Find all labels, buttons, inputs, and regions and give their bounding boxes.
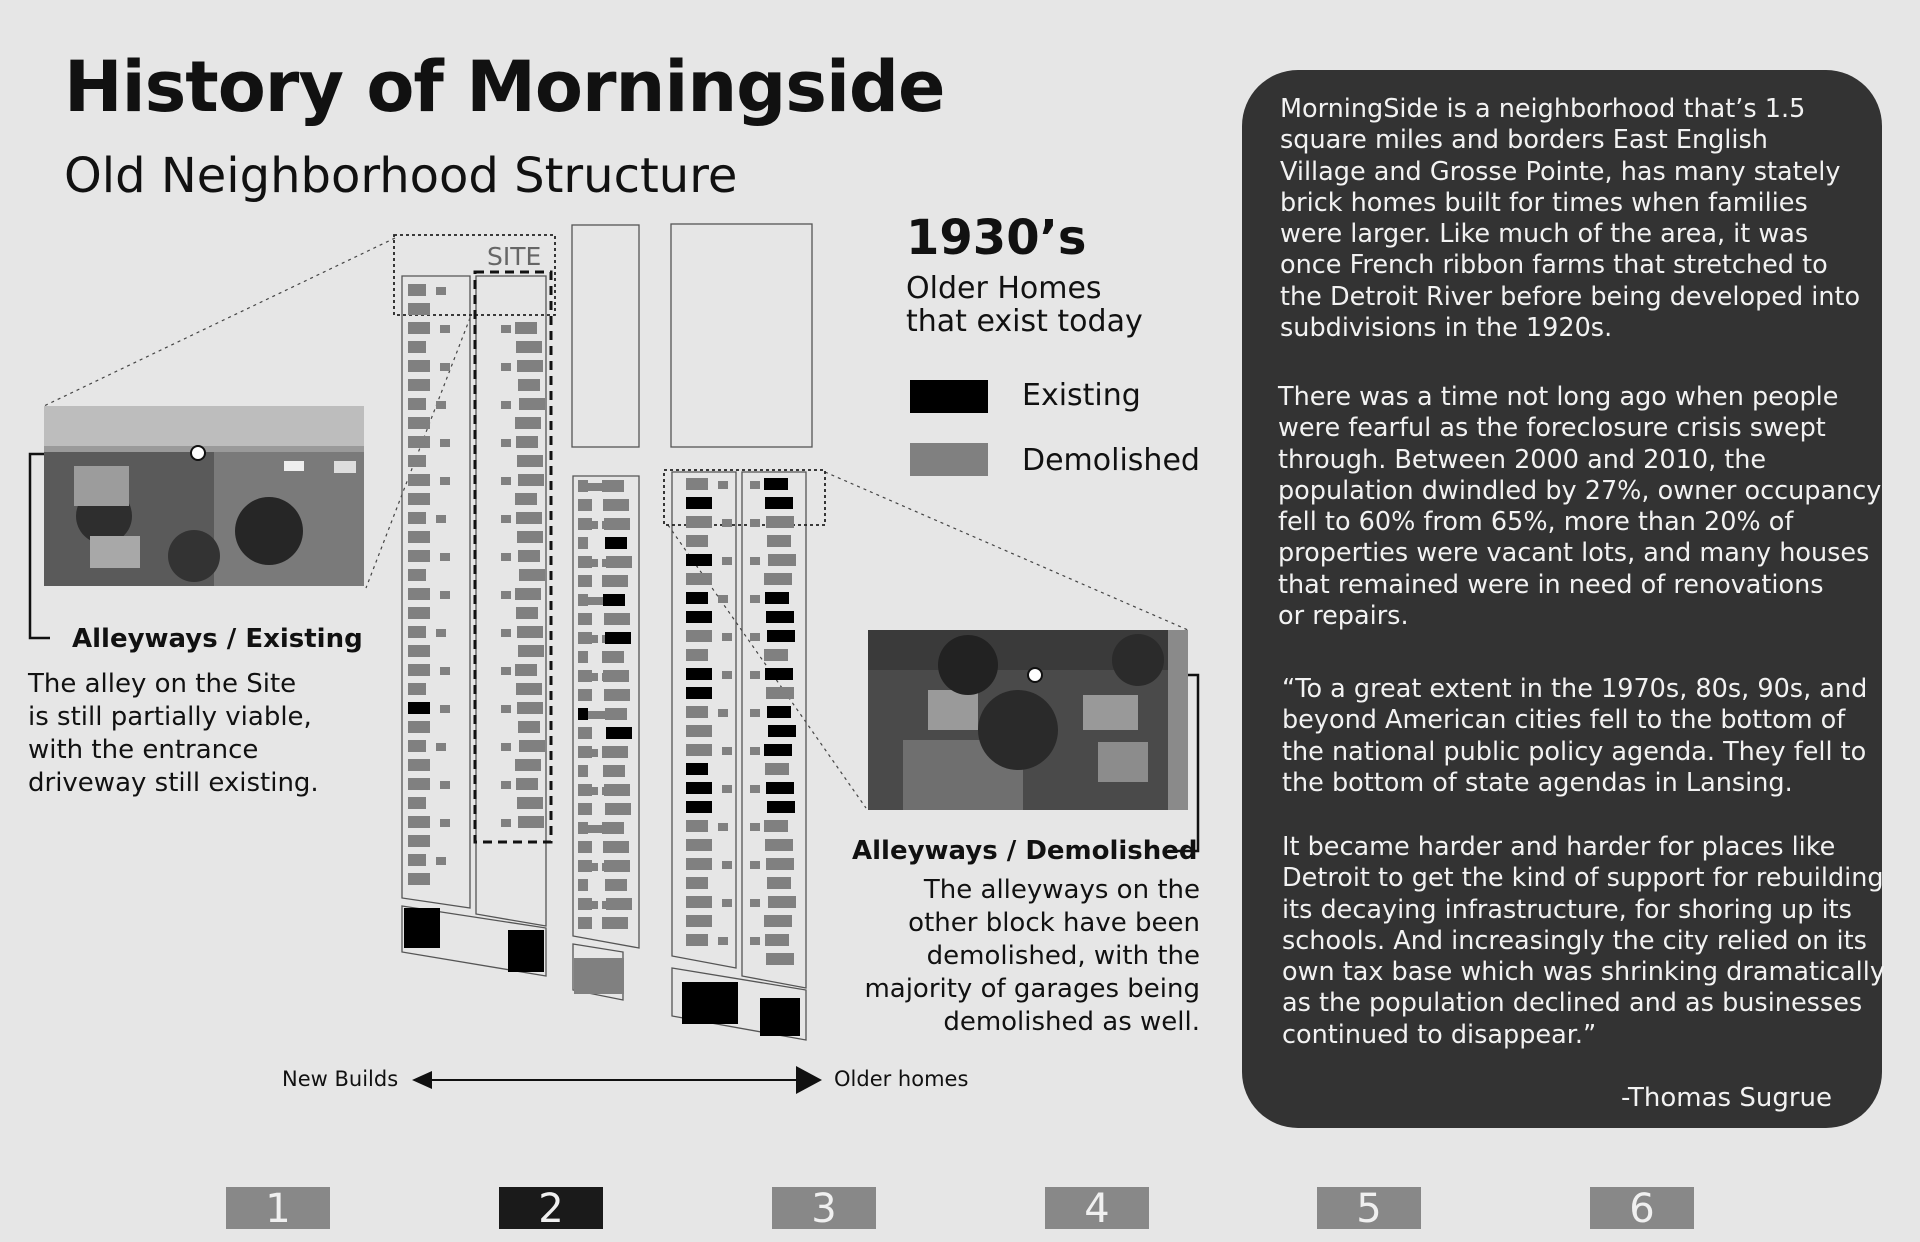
lot <box>766 953 794 965</box>
lot <box>408 417 430 429</box>
garage <box>722 671 732 679</box>
garage <box>501 477 511 485</box>
lot <box>686 877 708 889</box>
lot <box>765 668 793 680</box>
garage <box>588 635 598 643</box>
lot <box>518 645 544 657</box>
lot <box>408 873 430 885</box>
garage <box>750 747 760 755</box>
garage <box>718 481 728 489</box>
lot <box>686 592 708 604</box>
legend-swatch-existing <box>910 380 988 413</box>
lot <box>408 816 430 828</box>
lot <box>578 708 588 720</box>
lot <box>764 744 792 756</box>
legend-label-demolished: Demolished <box>1022 443 1200 478</box>
lot <box>686 801 712 813</box>
page-tab-4[interactable]: 4 <box>1045 1187 1149 1229</box>
lot <box>517 360 543 372</box>
garage <box>718 595 728 603</box>
garage <box>501 629 511 637</box>
lot <box>686 706 708 718</box>
lot <box>602 575 628 587</box>
page-tab-5[interactable]: 5 <box>1317 1187 1421 1229</box>
lot <box>408 284 426 296</box>
garage <box>501 743 511 751</box>
lot <box>765 839 793 851</box>
garage <box>501 667 511 675</box>
garage <box>718 823 728 831</box>
lot <box>602 917 628 929</box>
garage <box>722 519 732 527</box>
lot <box>517 531 543 543</box>
lot <box>602 480 624 492</box>
lot <box>408 740 426 752</box>
lot <box>765 497 793 509</box>
garage <box>722 785 732 793</box>
garage <box>588 597 598 605</box>
lot <box>517 455 543 467</box>
lot <box>767 877 791 889</box>
callout-demolished-heading: Alleyways / Demolished <box>852 836 1198 866</box>
lot <box>686 744 712 756</box>
lot <box>408 322 430 334</box>
garage <box>501 553 511 561</box>
lot <box>686 668 712 680</box>
garage <box>722 747 732 755</box>
lot <box>605 803 631 815</box>
lot <box>768 554 796 566</box>
garage <box>588 825 598 833</box>
lot <box>602 746 628 758</box>
lot <box>764 478 788 490</box>
lot <box>518 474 544 486</box>
garage <box>722 861 732 869</box>
lot <box>686 896 712 908</box>
lot <box>686 573 712 585</box>
lot <box>764 915 792 927</box>
lot <box>606 556 632 568</box>
lot <box>578 765 588 777</box>
lot <box>602 651 624 663</box>
lot <box>515 588 541 600</box>
lot <box>768 896 796 908</box>
direction-arrow <box>412 1066 822 1094</box>
garage <box>750 861 760 869</box>
lot <box>578 727 592 739</box>
lot <box>408 569 426 581</box>
lot <box>408 512 426 524</box>
garage <box>436 629 446 637</box>
callout-demolished-body: The alleyways on the other block have been demolished, with the majority of garages being demolished as well. <box>864 875 1200 1037</box>
lot <box>767 706 791 718</box>
lot <box>519 398 545 410</box>
garage <box>722 899 732 907</box>
lot <box>765 763 789 775</box>
legend-subtitle-line1: Older Homes <box>906 271 1102 306</box>
garage <box>588 521 598 529</box>
aerial-photo-demolished <box>868 630 1188 810</box>
lot <box>686 915 712 927</box>
lot <box>686 934 708 946</box>
building <box>760 998 800 1036</box>
lot <box>686 858 712 870</box>
lot <box>578 841 592 853</box>
garage <box>501 781 511 789</box>
lot <box>578 575 592 587</box>
garage <box>501 705 511 713</box>
garage <box>440 553 450 561</box>
garage <box>588 559 598 567</box>
lot <box>603 499 629 511</box>
lot <box>604 860 630 872</box>
garage <box>750 557 760 565</box>
lot <box>408 436 430 448</box>
garage <box>588 863 598 871</box>
lot <box>519 740 545 752</box>
lot <box>578 613 592 625</box>
lot <box>603 670 629 682</box>
garage <box>440 591 450 599</box>
lot <box>605 879 627 891</box>
lot <box>604 518 630 530</box>
info-paragraph-2: There was a time not long ago when people were fearful as the foreclosure crisis swept through. Between 2000 and 2010, the population dwindled by 27%, owner occupancy fell to 60% from 65%, more than 20% of properties were vacant lots, and many houses that remained were in need of renovations or repairs. <box>1278 382 1882 632</box>
lot <box>765 592 789 604</box>
page-subtitle: Old Neighborhood Structure <box>64 148 738 204</box>
page-tab-2[interactable]: 2 <box>499 1187 603 1229</box>
lot <box>408 645 430 657</box>
lot <box>518 816 544 828</box>
legend-subtitle-line2: that exist today <box>906 304 1143 339</box>
lot <box>517 702 543 714</box>
garage <box>440 667 450 675</box>
lot <box>765 934 789 946</box>
garage <box>501 401 511 409</box>
lot <box>604 689 630 701</box>
arrow-label-older-homes: Older homes <box>834 1067 969 1091</box>
lot <box>686 497 712 509</box>
garage <box>440 363 450 371</box>
lot <box>516 341 542 353</box>
lot <box>408 303 430 315</box>
lot <box>766 611 794 623</box>
lot <box>767 535 791 547</box>
garage <box>750 823 760 831</box>
garage <box>440 325 450 333</box>
lot <box>578 594 588 606</box>
building <box>574 958 624 994</box>
lot <box>517 626 543 638</box>
lot <box>686 839 712 851</box>
lot <box>686 782 712 794</box>
lot <box>408 493 430 505</box>
lot <box>767 630 795 642</box>
lot <box>516 512 542 524</box>
lot <box>408 683 426 695</box>
page-tab-1[interactable]: 1 <box>226 1187 330 1229</box>
lot <box>764 573 792 585</box>
garage <box>436 515 446 523</box>
page-tab-6[interactable]: 6 <box>1590 1187 1694 1229</box>
callout-existing-body: The alley on the Site is still partially viable, with the entrance driveway still existing. <box>28 669 319 798</box>
garage <box>750 899 760 907</box>
lot <box>408 759 430 771</box>
lot <box>686 516 712 528</box>
garage <box>440 477 450 485</box>
lot <box>519 569 545 581</box>
lot <box>518 379 540 391</box>
garage <box>750 595 760 603</box>
lot <box>603 841 629 853</box>
building <box>404 908 440 948</box>
callout-existing-heading: Alleyways / Existing <box>72 624 363 654</box>
garage <box>436 857 446 865</box>
garage <box>501 819 511 827</box>
lot <box>408 398 426 410</box>
lot <box>408 360 430 372</box>
lot <box>686 649 708 661</box>
garage <box>588 483 598 491</box>
lot <box>408 474 430 486</box>
lot <box>516 607 538 619</box>
lot <box>578 879 588 891</box>
lot <box>408 455 426 467</box>
lot <box>686 725 712 737</box>
lot <box>515 322 537 334</box>
legend-decade: 1930’s <box>906 210 1087 266</box>
lot <box>605 537 627 549</box>
garage <box>440 819 450 827</box>
lot <box>767 801 795 813</box>
lot <box>578 803 592 815</box>
garage <box>588 787 598 795</box>
lot <box>515 493 537 505</box>
lot <box>408 835 430 847</box>
lot <box>686 820 708 832</box>
lot <box>516 778 538 790</box>
lot-markers <box>404 284 800 1036</box>
lot <box>603 594 625 606</box>
lot <box>408 797 426 809</box>
garage <box>722 557 732 565</box>
lot <box>766 782 794 794</box>
lot <box>408 341 426 353</box>
lot <box>515 664 537 676</box>
lot <box>606 727 632 739</box>
lot <box>578 537 588 549</box>
garage <box>588 749 598 757</box>
site-label: SITE <box>487 242 542 271</box>
lot <box>578 917 592 929</box>
lot <box>408 607 430 619</box>
garage <box>750 671 760 679</box>
lot <box>766 516 794 528</box>
building <box>682 982 738 1024</box>
lot <box>603 765 625 777</box>
garage <box>750 709 760 717</box>
aerial-photo-existing <box>44 406 364 586</box>
lot <box>686 478 708 490</box>
lot <box>764 820 788 832</box>
quote-author: -Thomas Sugrue <box>1621 1083 1832 1113</box>
lot <box>686 611 712 623</box>
lot <box>605 632 631 644</box>
info-paragraph-1: MorningSide is a neighborhood that’s 1.5 square miles and borders East English Village and Grosse Pointe, has many stately brick homes built for times when families were larger. Like much of the area, it was once French ribbon farms that stretched to the Detroit River before being developed into subdivisions in the 1920s. <box>1280 94 1861 344</box>
garage <box>750 633 760 641</box>
garage <box>718 709 728 717</box>
lot <box>408 854 426 866</box>
garage <box>588 711 598 719</box>
lot <box>408 531 430 543</box>
garage <box>750 937 760 945</box>
arrow-label-new-builds: New Builds <box>282 1067 399 1091</box>
lot <box>686 535 708 547</box>
lot <box>408 702 430 714</box>
legend-swatch-demolished <box>910 443 988 476</box>
lot <box>408 664 430 676</box>
lot <box>605 708 627 720</box>
lot <box>517 797 543 809</box>
garage <box>718 937 728 945</box>
garage <box>588 673 598 681</box>
lot <box>515 417 541 429</box>
lot <box>408 626 426 638</box>
building <box>508 930 544 972</box>
legend-label-existing: Existing <box>1022 378 1141 413</box>
lot <box>578 499 592 511</box>
lot <box>764 649 788 661</box>
garage <box>750 481 760 489</box>
lot <box>686 554 712 566</box>
lot <box>766 687 794 699</box>
garage <box>501 363 511 371</box>
garage <box>501 325 511 333</box>
lot <box>686 687 712 699</box>
garage <box>501 439 511 447</box>
lot <box>515 759 541 771</box>
lot <box>408 379 430 391</box>
garage <box>440 705 450 713</box>
lot <box>578 689 592 701</box>
lot <box>578 651 588 663</box>
lot <box>766 858 794 870</box>
lot <box>686 630 712 642</box>
garage <box>436 401 446 409</box>
lot <box>408 721 430 733</box>
lot <box>408 588 430 600</box>
lot <box>578 480 588 492</box>
page-title: History of Morningside <box>64 46 945 128</box>
lot <box>602 822 624 834</box>
lot <box>518 721 540 733</box>
lot <box>606 898 632 910</box>
garage <box>722 633 732 641</box>
garage <box>750 519 760 527</box>
lot <box>408 778 430 790</box>
garage <box>440 439 450 447</box>
lot <box>516 436 538 448</box>
info-quote-paragraph-2: It became harder and harder for places like Detroit to get the kind of support for rebuilding its decaying infrastructure, for shoring up its schools. And increasingly the city relied on its own tax base which was shrinking dramatically as the population declined and as businesses continued to disappear.” <box>1282 832 1885 1050</box>
garage <box>436 743 446 751</box>
lot <box>518 550 540 562</box>
garage <box>436 287 446 295</box>
info-quote-paragraph-1: “To a great extent in the 1970s, 80s, 90s, and beyond American cities fell to the bottom of the national public policy agenda. They fell to the bottom of state agendas in Lansing. <box>1282 674 1868 798</box>
garage <box>440 781 450 789</box>
garage <box>750 785 760 793</box>
lot <box>604 784 630 796</box>
garage <box>501 515 511 523</box>
lot <box>578 822 588 834</box>
lot <box>686 763 708 775</box>
lot <box>408 550 430 562</box>
lot <box>768 725 796 737</box>
page-tab-3[interactable]: 3 <box>772 1187 876 1229</box>
garage <box>588 901 598 909</box>
garage <box>501 591 511 599</box>
lot <box>516 683 542 695</box>
lot <box>604 613 630 625</box>
